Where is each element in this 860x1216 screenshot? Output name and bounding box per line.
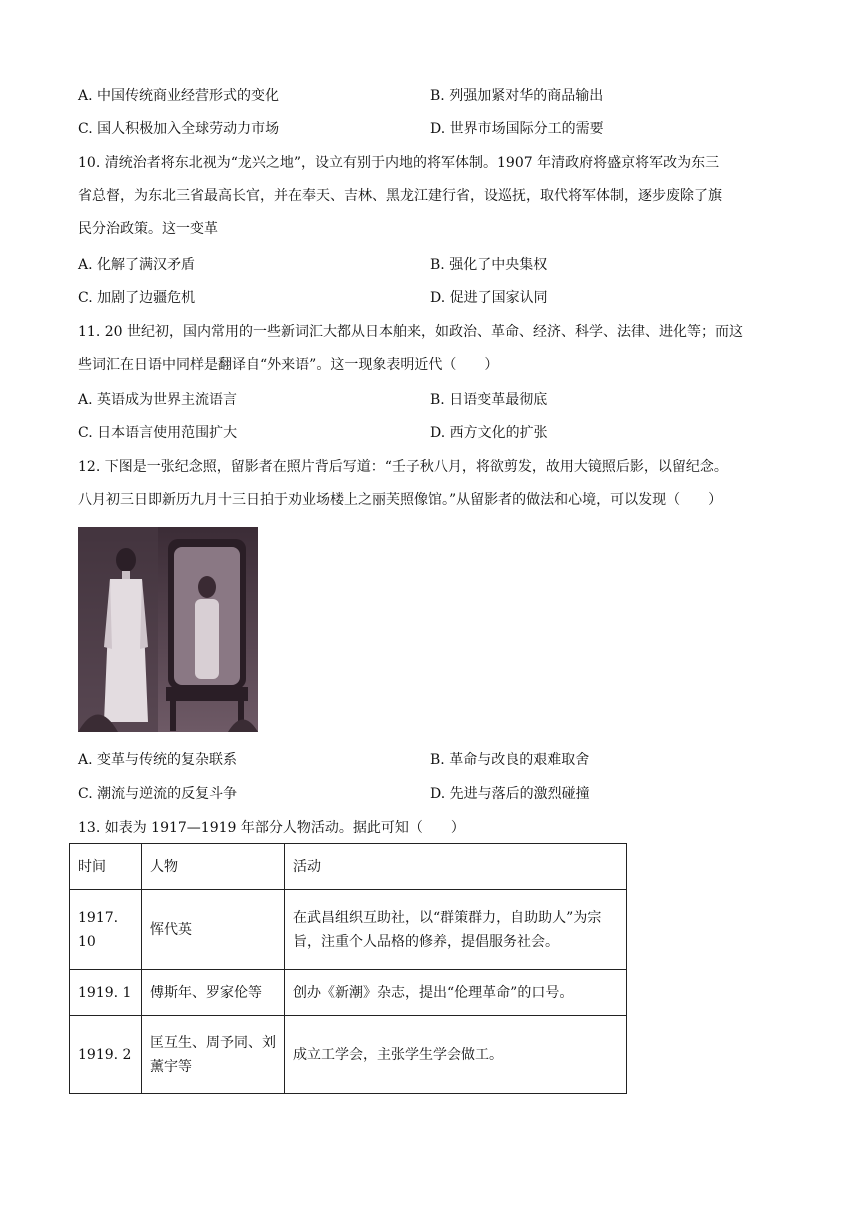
cell-person: 恽代英 <box>142 890 285 970</box>
q11-stem-line2: 些词汇在日语中同样是翻译自“外来语”。这一现象表明近代（ ） <box>78 357 499 373</box>
activities-table <box>69 843 627 1094</box>
q12-option-b: B. 革命与改良的艰难取舍 <box>430 752 590 768</box>
cell-time: 1919. 1 <box>70 970 142 1016</box>
q9-option-b: B. 列强加紧对华的商品输出 <box>430 88 604 104</box>
table-row <box>70 890 627 970</box>
cell-person: 傅斯年、罗家伦等 <box>142 970 285 1016</box>
q10-stem-line1: 10. 清统治者将东北视为“龙兴之地”，设立有别于内地的将军体制。1907 年清政府将盛京将军改为东三 <box>78 155 720 171</box>
cell-time: 1917. 10 <box>70 890 142 970</box>
q9-option-d: D. 世界市场国际分工的需要 <box>430 121 604 137</box>
q13-stem-line1: 13. 如表为 1917—1919 年部分人物活动。据此可知（ ） <box>78 820 465 836</box>
q10-stem-line2: 省总督，为东北三省最高长官，并在奉天、吉林、黑龙江建行省，设巡抚，取代将军体制，逐步废除了旗 <box>78 188 722 204</box>
q10-option-c: C. 加剧了边疆危机 <box>78 290 196 306</box>
q10-option-a: A. 化解了满汉矛盾 <box>78 257 196 273</box>
header-time: 时间 <box>70 844 142 890</box>
q11-stem-line1: 11. 20 世纪初，国内常用的一些新词汇大都从日本舶来，如政治、革命、经济、科学、法律、进化等；而这 <box>78 324 743 340</box>
q10-option-d: D. 促进了国家认同 <box>430 290 548 306</box>
cell-time: 1919. 2 <box>70 1016 142 1094</box>
cell-activity: 创办《新潮》杂志，提出“伦理革命”的口号。 <box>285 970 627 1016</box>
q10-option-b: B. 强化了中央集权 <box>430 257 548 273</box>
cell-activity: 成立工学会，主张学生学会做工。 <box>285 1016 627 1094</box>
commemorative-photo <box>78 527 258 732</box>
q11-option-b: B. 日语变革最彻底 <box>430 392 548 408</box>
q11-option-d: D. 西方文化的扩张 <box>430 425 548 441</box>
header-activity: 活动 <box>285 844 627 890</box>
table-row <box>70 970 627 1016</box>
q10-stem-line3: 民分治政策。这一变革 <box>78 221 218 237</box>
q9-option-a: A. 中国传统商业经营形式的变化 <box>78 88 280 104</box>
q12-option-d: D. 先进与落后的激烈碰撞 <box>430 786 590 802</box>
header-person: 人物 <box>142 844 285 890</box>
q12-option-c: C. 潮流与逆流的反复斗争 <box>78 786 238 802</box>
table-row <box>70 1016 627 1094</box>
q9-option-c: C. 国人积极加入全球劳动力市场 <box>78 121 280 137</box>
q12-stem-line2: 八月初三日即新历九月十三日拍于劝业场楼上之丽芙照像馆。”从留影者的做法和心境，可以发现（ ） <box>78 492 723 508</box>
q11-option-a: A. 英语成为世界主流语言 <box>78 392 238 408</box>
cell-person: 匡互生、周予同、刘薰宇等 <box>142 1016 285 1094</box>
table-header-row <box>70 844 627 890</box>
cell-activity: 在武昌组织互助社，以“群策群力，自助助人”为宗旨，注重个人品格的修养，提倡服务社会。 <box>285 890 627 970</box>
q11-option-c: C. 日本语言使用范围扩大 <box>78 425 238 441</box>
q12-stem-line1: 12. 下图是一张纪念照，留影者在照片背后写道：“壬子秋八月，将欲剪发，故用大镜照后影，以留纪念。 <box>78 459 728 475</box>
q12-option-a: A. 变革与传统的复杂联系 <box>78 752 238 768</box>
